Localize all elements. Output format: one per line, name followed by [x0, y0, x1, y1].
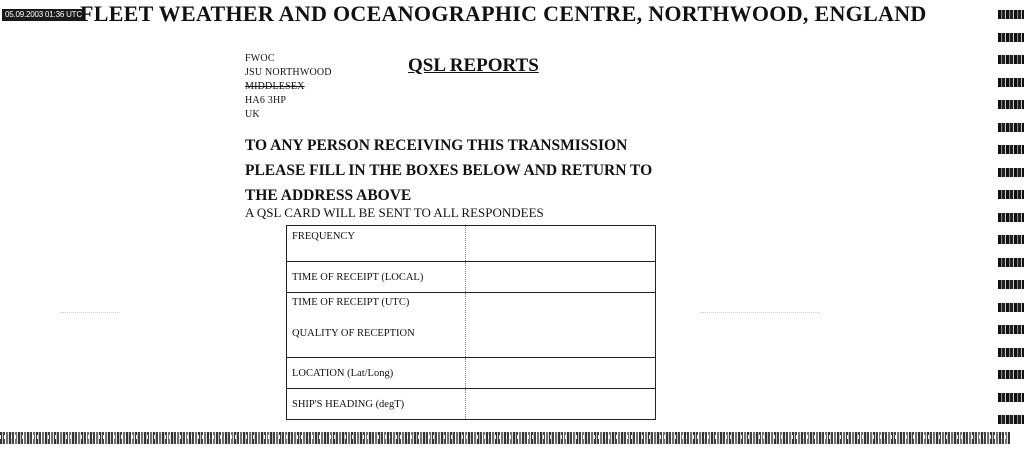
fax-mark: [998, 33, 1024, 42]
fax-noise-bar: [0, 432, 1010, 444]
form-label-location: LOCATION (Lat/Long): [287, 358, 466, 389]
form-row: [287, 358, 656, 389]
form-label-quality: QUALITY OF RECEPTION: [292, 328, 415, 339]
form-row: [287, 293, 656, 358]
fax-mark: [998, 393, 1024, 402]
instructions-block: [245, 133, 652, 221]
form-field-heading[interactable]: [466, 389, 656, 420]
fax-mark: [998, 123, 1024, 132]
fax-mark: [998, 258, 1024, 267]
form-label-frequency: FREQUENCY: [287, 226, 466, 262]
qsl-report-form: [286, 225, 656, 420]
fax-mark: [998, 348, 1024, 357]
form-row: [287, 389, 656, 420]
address-line: MIDDLESEX: [245, 81, 305, 92]
fax-timestamp: 05.09.2003 01:36 UTC: [2, 9, 85, 21]
form-label-heading: SHIP'S HEADING (degT): [287, 389, 466, 420]
fax-mark: [998, 145, 1024, 154]
fax-mark: [998, 213, 1024, 222]
form-row: [287, 262, 656, 293]
fax-mark: [998, 78, 1024, 87]
document-title: QSL REPORTS: [408, 55, 539, 76]
address-line: UK: [245, 109, 260, 120]
qsl-card-note: A QSL CARD WILL BE SENT TO ALL RESPONDEES: [245, 205, 544, 220]
form-field-frequency[interactable]: [466, 226, 656, 262]
fax-margin-marks: [998, 10, 1024, 440]
fax-mark: [998, 10, 1024, 19]
scan-noise: [700, 312, 820, 314]
address-line: FWOC: [245, 53, 275, 64]
instruction-line: TO ANY PERSON RECEIVING THIS TRANSMISSION: [245, 137, 628, 154]
form-row: [287, 226, 656, 262]
return-address: [245, 52, 332, 122]
form-label-time-utc: TIME OF RECEIPT (UTC): [292, 297, 410, 308]
address-line: HA6 3HP: [245, 95, 287, 106]
form-field-time-utc-quality[interactable]: [466, 293, 656, 358]
form-field-location[interactable]: [466, 358, 656, 389]
page-header: FLEET WEATHER AND OCEANOGRAPHIC CENTRE, NORTHWOOD, ENGLAND: [80, 1, 927, 26]
form-field-time-local[interactable]: [466, 262, 656, 293]
fax-mark: [998, 190, 1024, 199]
address-line: JSU NORTHWOOD: [245, 67, 332, 78]
form-label-time-utc-quality: [287, 293, 466, 358]
instruction-line: PLEASE FILL IN THE BOXES BELOW AND RETURN TO: [245, 162, 653, 179]
fax-mark: [998, 370, 1024, 379]
form-label-time-local: TIME OF RECEIPT (LOCAL): [287, 262, 466, 293]
fax-mark: [998, 415, 1024, 424]
instruction-line: THE ADDRESS ABOVE: [245, 187, 412, 204]
fax-mark: [998, 168, 1024, 177]
fax-mark: [998, 235, 1024, 244]
fax-mark: [998, 303, 1024, 312]
fax-mark: [998, 55, 1024, 64]
fax-mark: [998, 100, 1024, 109]
fax-mark: [998, 325, 1024, 334]
fax-mark: [998, 280, 1024, 289]
scan-noise: [60, 312, 120, 314]
